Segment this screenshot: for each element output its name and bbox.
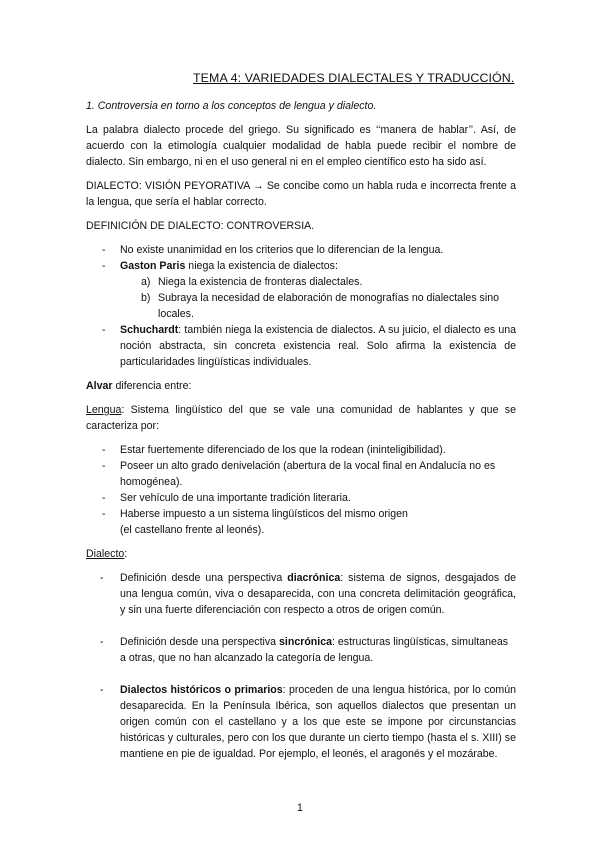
list-bullet: - xyxy=(100,636,104,648)
list-bullet: - xyxy=(102,324,106,336)
author-name: Alvar xyxy=(86,380,113,392)
term-label: Dialecto xyxy=(86,548,125,560)
sublist-item: Subraya la necesidad de elaboración de monografías no dialectales sino locales. xyxy=(158,292,499,320)
sublist-label: a) xyxy=(141,276,151,288)
list-bullet: - xyxy=(102,244,106,256)
list-item-diacronica: Definición desde una perspectiva diacrónica: sistema de signos, desgajados de una lengua común, viva o desaparecida, con una concreta delimitación geográfica, y sin una fuerte diferenciación con respecto a otros de origen común. xyxy=(120,572,516,616)
list-bullet: - xyxy=(102,260,106,272)
list-item-sincronica: Definición desde una perspectiva sincrónica: estructuras lingüísticas, simultaneas a otras, que no han alcanzado la categoría de lengua. xyxy=(120,636,509,664)
list-item: Poseer un alto grado denivelación (abertura de la vocal final en Andalucía no es homogénea). xyxy=(120,460,496,488)
page-number: 1 xyxy=(297,802,303,814)
list-item: No existe unanimidad en los criterios que lo diferencian de la lengua. xyxy=(120,244,444,256)
list-bullet: - xyxy=(102,444,106,456)
term-label: Lengua xyxy=(86,404,122,416)
list-item-gaston-paris: Gaston Paris niega la existencia de dialectos: xyxy=(120,260,338,272)
list-item-historicos: Dialectos históricos o primarios: proceden de una lengua histórica, por lo común desaparecida. En la Península Ibérica, son aquellos dialectos que presentan un origen común con el castellano y a los que este se impone por circunstancias históricas y culturales, pero con los que durante un cierto tiempo (hasta el s. XIII) se mantiene en pie de igualdad. Por ejemplo, el leonés, el aragonés y el mozárabe. xyxy=(120,684,516,760)
sublist-item: Niega la existencia de fronteras dialectales. xyxy=(158,276,363,288)
author-name: Schuchardt xyxy=(120,324,179,336)
intro-paragraph: La palabra dialecto procede del griego. Su significado es ‘‘manera de hablar’’. Así, de acuerdo con la etimología cualquier modalidad de habla puede recibir el nombre de dialecto. Sin embargo, ni en el uso general ni en el empleo científico esto ha sido así. xyxy=(86,124,516,168)
sublist-label: b) xyxy=(141,292,151,304)
peyorativa-paragraph: DIALECTO: VISIÓN PEYORATIVA → Se concibe como un habla ruda e incorrecta frente a la lengua, que sería el hablar correcto. xyxy=(86,180,516,208)
list-bullet: - xyxy=(100,684,104,696)
list-bullet: - xyxy=(100,572,104,584)
list-item: Estar fuertemente diferenciado de los que la rodean (ininteligibilidad). xyxy=(120,444,446,456)
lengua-definition: Lengua: Sistema lingüístico del que se vale una comunidad de hablantes y que se caracteriza por: xyxy=(86,404,516,432)
alvar-line: Alvar diferencia entre: xyxy=(86,380,192,392)
list-item: Haberse impuesto a un sistema lingüísticos del mismo origen (el castellano frente al leonés). xyxy=(120,508,408,536)
document-title: TEMA 4: VARIEDADES DIALECTALES Y TRADUCCIÓN. xyxy=(193,71,515,85)
author-name: Gaston Paris xyxy=(120,260,186,272)
section-heading: 1. Controversia en torno a los conceptos de lengua y dialecto. xyxy=(86,100,377,112)
list-item-schuchardt: Schuchardt: también niega la existencia de dialectos. A su juicio, el dialecto es una noción abstracta, sin concreta existencia real. Solo afirma la existencia de particularidades lingüísticas individuales. xyxy=(120,324,516,368)
list-bullet: - xyxy=(102,460,106,472)
dialecto-heading: Dialecto: xyxy=(86,548,128,560)
definicion-heading: DEFINICIÓN DE DIALECTO: CONTROVERSIA. xyxy=(86,220,315,232)
list-bullet: - xyxy=(102,492,106,504)
list-bullet: - xyxy=(102,508,106,520)
list-item: Ser vehículo de una importante tradición literaria. xyxy=(120,492,351,504)
